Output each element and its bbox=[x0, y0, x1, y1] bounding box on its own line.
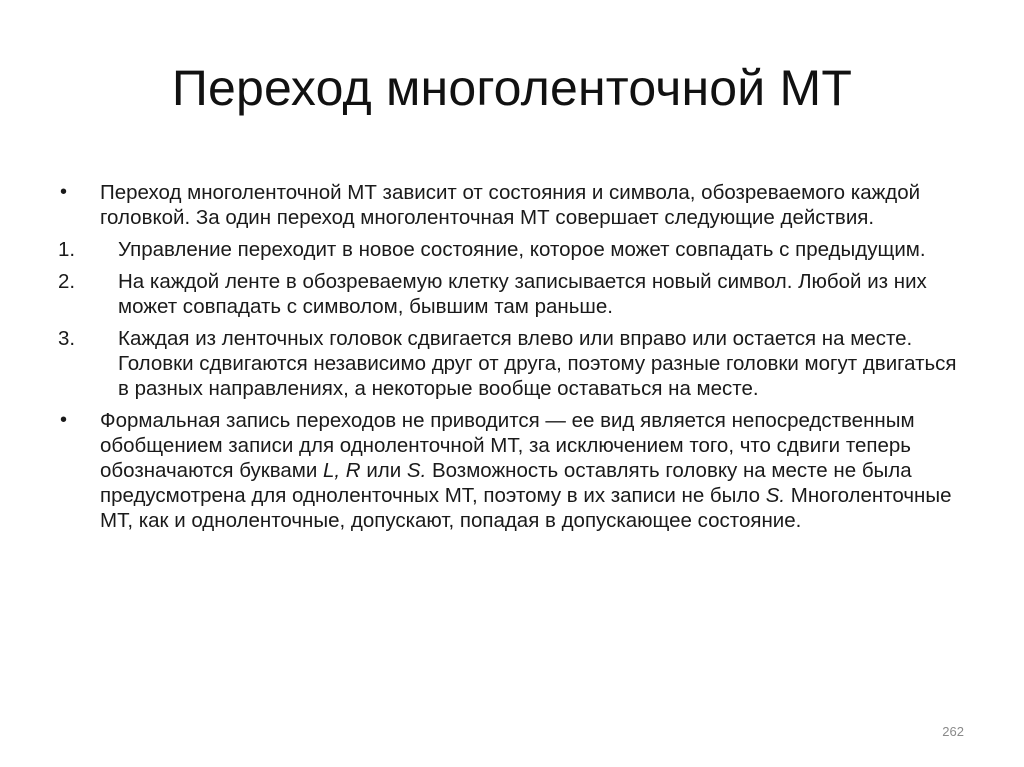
bullet-marker: • bbox=[60, 181, 68, 203]
bullet-item bbox=[58, 180, 968, 230]
numbered-text: Каждая из ленточных головок сдвигается влево или вправо или остается на месте. Головки сдвигаются независимо друг от друга, поэтому разные головки могут двигаться в разных направлениях, а некоторые вообще оставаться на месте. bbox=[118, 327, 957, 400]
number-marker: 2. bbox=[58, 270, 76, 293]
numbered-text: На каждой ленте в обозреваемую клетку записывается новый символ. Любой из них может совпадать с символом, бывшим там раньше. bbox=[118, 270, 927, 318]
bullet-text bbox=[100, 409, 951, 532]
text-segment: Формальная запись переходов не приводится — ее вид является непосредственным обобщением записи для одноленточной МТ, за исключением того, что сдвиги теперь обозначаются буквами bbox=[100, 409, 915, 482]
bullet-marker: • bbox=[60, 409, 68, 431]
number-marker: 1. bbox=[58, 238, 76, 261]
text-segment: Многоленточные МТ, как и одноленточные, допускают, попадая в допускающее состояние. bbox=[100, 484, 952, 532]
numbered-item-3 bbox=[58, 326, 968, 401]
numbered-text: Управление переходит в новое состояние, которое может совпадать с предыдущим. bbox=[118, 238, 926, 261]
numbered-item-2 bbox=[58, 269, 968, 319]
slide-content bbox=[58, 180, 968, 540]
italic-letters: L, R bbox=[323, 459, 361, 482]
text-segment: Возможность оставлять головку на месте не была предусмотрена для одноленточных МТ, поэтому в их записи не было bbox=[100, 459, 912, 507]
bullet-text: Переход многоленточной МТ зависит от состояния и символа, обозреваемого каждой головкой. За один переход многоленточная МТ совершает следующие действия. bbox=[100, 181, 921, 229]
number-marker: 3. bbox=[58, 327, 76, 350]
text-segment: или bbox=[360, 459, 407, 482]
slide-title: Переход многоленточной МТ bbox=[171, 60, 853, 116]
italic-letters: S. bbox=[765, 484, 786, 507]
bullet-item bbox=[58, 408, 968, 533]
numbered-item-1 bbox=[58, 237, 968, 262]
italic-letters: S. bbox=[406, 459, 427, 482]
page-number: 262 bbox=[942, 724, 964, 739]
